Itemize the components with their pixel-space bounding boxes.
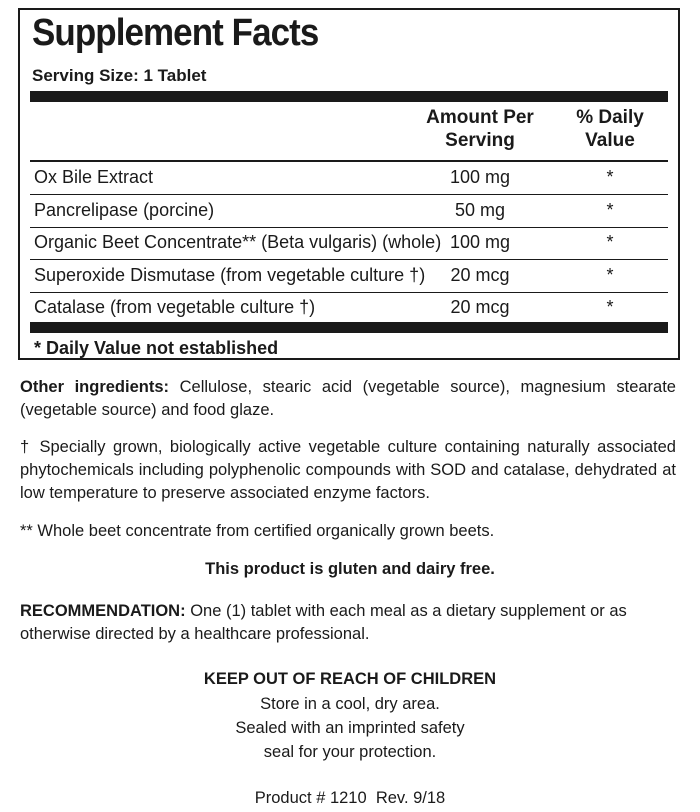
row-amount: 50 mg [454,200,506,220]
header-amount-line-1: Amount Per [426,107,534,128]
bottom-thick-bar [30,322,668,333]
daily-value-footnote: * Daily Value not established [34,338,279,358]
other-ingredients-label: Other ingredients: [20,378,170,396]
facts-title: Supplement Facts [32,12,319,54]
dagger-note: † Specially grown, biologically active vegetable culture containing naturally associated phytochemicals including polyphenolic compounds with SOD and catalase, dehydrated at low temperature to preserve associated enzyme factors. [20,438,676,502]
warning-title: KEEP OUT OF REACH OF CHILDREN [203,670,497,688]
warning-line: Store in a cool, dry area. [260,695,440,713]
serving-size: Serving Size: 1 Tablet [32,66,207,85]
row-amount: 20 mcg [450,297,510,317]
row-name: Superoxide Dismutase (from vegetable culture †) [34,265,426,285]
row-name: Catalase (from vegetable culture †) [34,297,316,317]
row-name: Ox Bile Extract [34,167,154,187]
row-dv: * [606,232,614,252]
other-ingredients-text: Cellulose, stearic acid (vegetable source), magnesium stearate (vegetable source) and food glaze. [20,378,676,419]
header-amount-line-2: Serving [445,130,515,151]
beet-note: ** Whole beet concentrate from certified organically grown beets. [20,522,495,540]
warning-line: seal for your protection. [263,743,437,761]
product-number: Product # 1210 Rev. 9/18 [254,789,446,807]
recommendation-label: RECOMMENDATION: [20,602,186,620]
header-amount-per-serving [418,106,542,152]
row-dv: * [606,200,614,220]
row-divider [30,292,668,293]
row-name: Organic Beet Concentrate** (Beta vulgaris) (whole) [34,232,442,252]
other-ingredients [20,376,676,422]
row-amount: 100 mg [449,232,511,252]
row-divider [30,227,668,228]
recommendation [20,600,676,646]
header-dv-line-1: % Daily [576,107,644,128]
row-divider [30,194,668,195]
header-dv-line-2: Value [585,130,635,151]
row-dv: * [606,167,614,187]
row-name: Pancrelipase (porcine) [34,200,215,220]
row-divider [30,259,668,260]
row-dv: * [606,265,614,285]
warning-line: Sealed with an imprinted safety [235,719,465,737]
supplement-facts-panel [18,8,680,360]
row-amount: 100 mg [449,167,511,187]
gluten-statement: This product is gluten and dairy free. [205,560,495,578]
row-amount: 20 mcg [450,265,510,285]
recommendation-text: One (1) tablet with each meal as a dietary supplement or as otherwise directed by a healthcare professional. [20,602,627,643]
row-dv: * [606,297,614,317]
header-divider [30,160,668,162]
header-daily-value [560,106,660,152]
top-thick-bar [30,91,668,102]
